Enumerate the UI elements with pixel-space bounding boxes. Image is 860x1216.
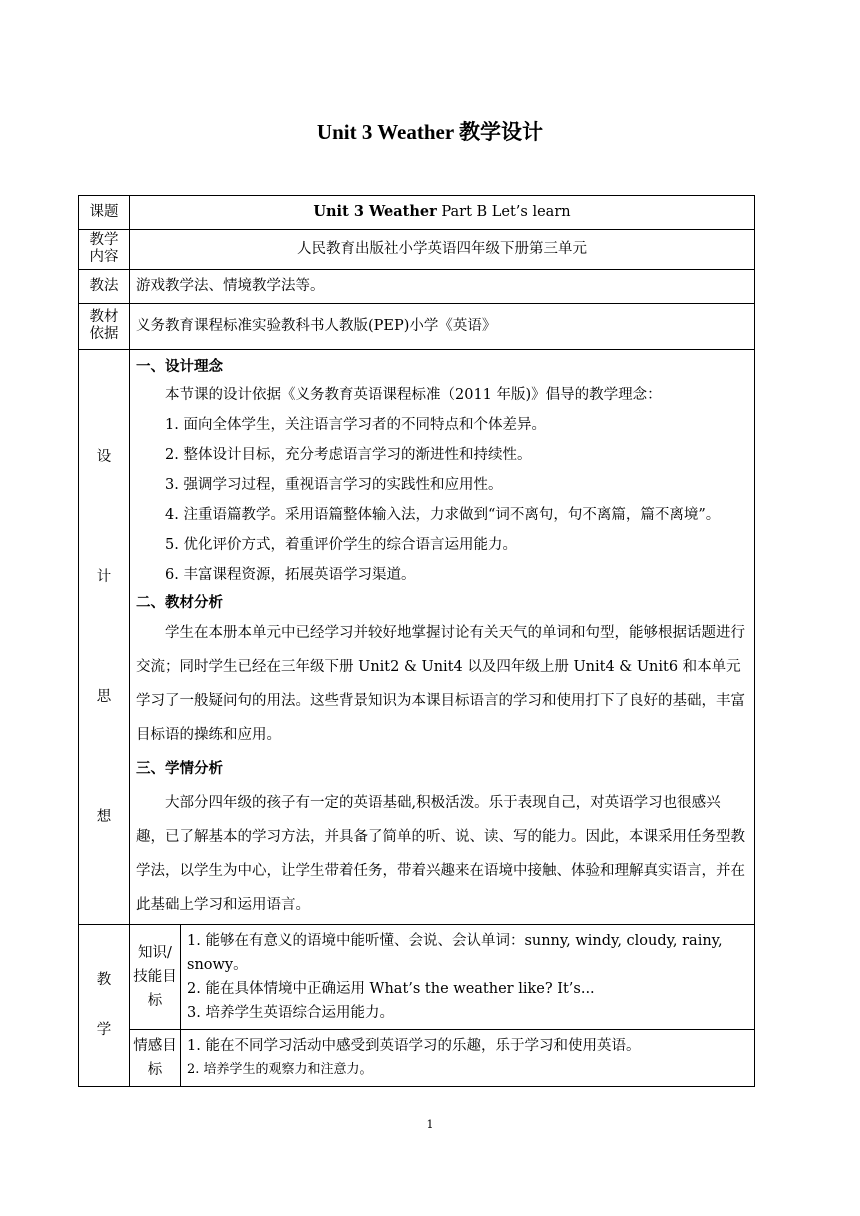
- design-row: [79, 349, 755, 924]
- section1-item: 5. 优化评价方式，着重评价学生的综合语言运用能力。: [165, 536, 517, 553]
- topic-value: [130, 196, 755, 230]
- section1-item: 2. 整体设计目标，充分考虑语言学习的渐进性和持续性。: [165, 446, 532, 463]
- basis-label: 教材依据: [79, 303, 130, 349]
- knowledge-item: 1. 能够在有意义的语境中能听懂、会说、会认单词：sunny, windy, cloudy, rainy, snowy。: [187, 932, 723, 973]
- emotion-label: 情感目标: [130, 1029, 181, 1086]
- content-label: 教学内容: [79, 230, 130, 270]
- topic-rest: Part B Let’s learn: [436, 204, 571, 221]
- goals-char-1: 教: [96, 972, 112, 989]
- section1-item: 1. 面向全体学生，关注语言学习者的不同特点和个体差异。: [165, 416, 546, 433]
- method-value: 游戏教学法、情境教学法等。: [130, 269, 755, 303]
- emotion-item: 2. 培养学生的观察力和注意力。: [187, 1061, 373, 1077]
- section1-heading: 一、设计理念: [136, 357, 223, 375]
- content-value: 人民教育出版社小学英语四年级下册第三单元: [130, 230, 755, 270]
- design-side-label: [79, 349, 130, 924]
- basis-value: 义务教育课程标准实验教科书人教版(PEP)小学《英语》: [130, 303, 755, 349]
- emotion-item: 1. 能在不同学习活动中感受到英语学习的乐趣，乐于学习和使用英语。: [187, 1037, 641, 1054]
- topic-label: 课题: [79, 196, 130, 230]
- section3-heading: 三、学情分析: [136, 759, 223, 777]
- emotion-row: [79, 1029, 755, 1086]
- emotion-content: [181, 1029, 755, 1086]
- side-char-3: 思: [96, 688, 112, 705]
- knowledge-label: 知识/技能目标: [130, 924, 181, 1029]
- knowledge-content: [181, 924, 755, 1029]
- method-row: [79, 269, 755, 303]
- document-title: Unit 3 Weather 教学设计: [316, 120, 544, 144]
- knowledge-item: 2. 能在具体情境中正确运用 What’s the weather like? It’s...: [187, 980, 595, 997]
- section1-item: 4. 注重语篇教学。采用语篇整体输入法，力求做到“词不离句，句不离篇，篇不离境”。: [165, 506, 721, 523]
- section1-item: 3. 强调学习过程，重视语言学习的实践性和应用性。: [165, 476, 503, 493]
- side-char-2: 计: [96, 568, 112, 585]
- lesson-plan-table: [78, 195, 755, 1087]
- topic-bold: Unit 3 Weather: [313, 203, 437, 221]
- knowledge-row: [79, 924, 755, 1029]
- section1-intro: 本节课的设计依据《义务教育英语课程标准（2011 年版)》倡导的教学理念：: [165, 386, 662, 403]
- page-number: 1: [426, 1118, 434, 1131]
- section2-text: 学生在本册本单元中已经学习并较好地掌握讨论有关天气的单词和句型，能够根据话题进行交流；同时学生已经在三年级下册 Unit2 & Unit4 以及四年级上册 Unit4 & Unit6 和本单元学习了一般疑问句的用法。这些背景知识为本课目标语言的学习和使用打下了良好的基础，丰富目标语的操练和应用。: [136, 624, 745, 743]
- section2-heading: 二、教材分析: [136, 593, 223, 611]
- goals-side-label: [79, 924, 130, 1086]
- method-label: 教法: [79, 269, 130, 303]
- topic-row: [79, 196, 755, 230]
- design-content: [130, 349, 755, 924]
- side-char-1: 设: [96, 448, 112, 465]
- section3-text: 大部分四年级的孩子有一定的英语基础,积极活泼。乐于表现自己，对英语学习也很感兴趣，已了解基本的学习方法，并具备了简单的听、说、读、写的能力。因此，本课采用任务型教学法，以学生为中心，让学生带着任务，带着兴趣来在语境中接触、体验和理解真实语言，并在此基础上学习和运用语言。: [136, 794, 745, 913]
- basis-row: [79, 303, 755, 349]
- content-row: [79, 230, 755, 270]
- goals-char-2: 学: [96, 1022, 112, 1039]
- section1-item: 6. 丰富课程资源，拓展英语学习渠道。: [165, 566, 416, 583]
- side-char-4: 想: [96, 808, 112, 825]
- knowledge-item: 3. 培养学生英语综合运用能力。: [187, 1004, 394, 1021]
